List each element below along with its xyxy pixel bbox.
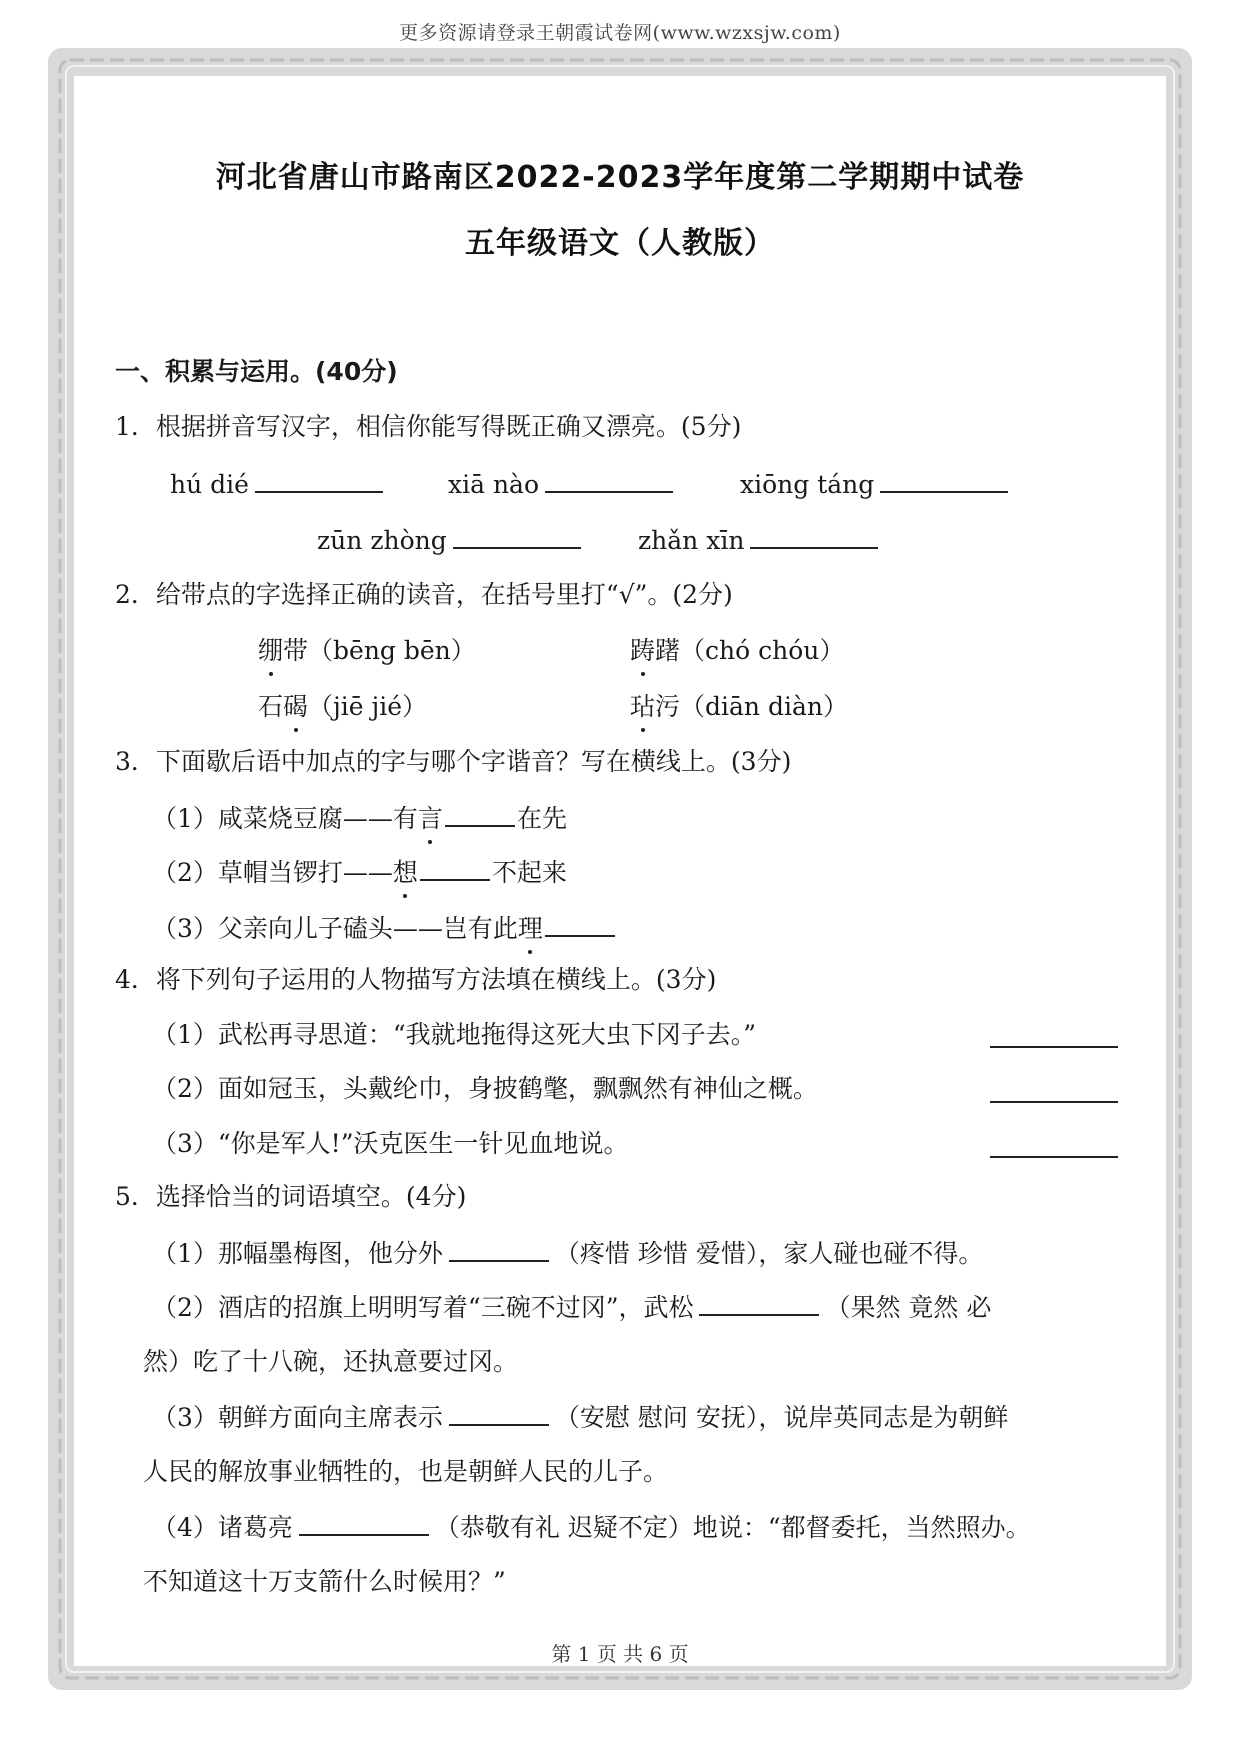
reading-options[interactable]: （chó chóu） — [680, 636, 845, 665]
pinyin-item — [448, 467, 679, 502]
pinyin-text: hú dié — [170, 470, 249, 499]
proverb-line — [152, 801, 567, 836]
fill-text: （恭敬有礼 迟疑不定）地说：“都督委托，当然照办。 — [434, 1513, 1031, 1542]
question-3-stem: 3．下面歇后语中加点的字与哪个字谐音？写在横线上。(3分) — [115, 747, 792, 776]
dotted-char: 言 — [418, 802, 443, 836]
answer-blank[interactable] — [880, 467, 1008, 493]
question-4-stem: 4．将下列句子运用的人物描写方法填在横线上。(3分) — [115, 965, 717, 994]
answer-blank[interactable] — [699, 1290, 819, 1316]
reading-options[interactable]: （diān diàn） — [680, 692, 848, 721]
page-number: 第 1 页 共 6 页 — [551, 1642, 689, 1666]
answer-blank[interactable] — [453, 523, 581, 549]
exam-title: 河北省唐山市路南区2022-2023学年度第二学期期中试卷 — [215, 160, 1025, 195]
proverb-text: 不起来 — [491, 858, 567, 887]
proverb-text: （3）父亲向儿子磕头——岂有此 — [152, 914, 518, 943]
proverb-text: （2）草帽当锣打—— — [152, 858, 393, 887]
reading-choice — [258, 690, 427, 724]
pinyin-text: zhǎn xīn — [638, 526, 745, 555]
char-text: 石 — [258, 692, 284, 721]
fill-line — [152, 1236, 983, 1271]
sentence-line: （2）面如冠玉，头戴纶巾，身披鹤氅，飘飘然有神仙之概。 — [152, 1074, 818, 1103]
char-text: 污 — [655, 692, 681, 721]
exam-subtitle: 五年级语文（人教版） — [465, 226, 775, 261]
fill-line — [152, 1400, 1008, 1435]
fill-line: 然）吃了十八碗，还执意要过冈。 — [143, 1347, 519, 1376]
char-text: 躇 — [655, 636, 681, 665]
answer-blank[interactable] — [545, 911, 615, 937]
answer-blank[interactable] — [545, 467, 673, 493]
reading-choice — [630, 690, 848, 724]
fill-line: 不知道这十万支箭什么时候用？” — [143, 1567, 506, 1596]
char-text: 带 — [283, 636, 309, 665]
dotted-char: 理 — [518, 912, 543, 946]
pinyin-text: xiōng táng — [740, 470, 875, 499]
reading-options[interactable]: （bēng bēn） — [308, 636, 476, 665]
question-2-stem: 2．给带点的字选择正确的读音，在括号里打“√”。(2分) — [115, 580, 733, 609]
dotted-char: 踌 — [630, 634, 655, 668]
sentence-line: （3）“你是军人!”沃克医生一针见血地说。 — [152, 1129, 629, 1158]
answer-blank[interactable] — [445, 801, 515, 827]
proverb-line — [152, 911, 617, 946]
proverb-text: 在先 — [516, 804, 567, 833]
answer-blank[interactable] — [255, 467, 383, 493]
fill-text: （3）朝鲜方面向主席表示 — [152, 1403, 443, 1432]
answer-blank[interactable] — [420, 855, 490, 881]
pinyin-item — [740, 467, 1014, 502]
sentence-line: （1）武松再寻思道：“我就地拖得这死大虫下冈子去。” — [152, 1020, 756, 1049]
dotted-char: 想 — [393, 856, 418, 890]
fill-line — [152, 1510, 1031, 1545]
answer-blank[interactable] — [990, 1046, 1118, 1048]
fill-text: （1）那幅墨梅图，他分外 — [152, 1239, 443, 1268]
answer-blank[interactable] — [990, 1156, 1118, 1158]
pinyin-text: zūn zhòng — [317, 526, 447, 555]
proverb-text: （1）咸菜烧豆腐——有 — [152, 804, 418, 833]
fill-line: 人民的解放事业牺牲的，也是朝鲜人民的儿子。 — [143, 1457, 669, 1486]
pinyin-item — [170, 467, 389, 502]
dotted-char: 绷 — [258, 634, 283, 668]
site-watermark-note: 更多资源请登录王朝霞试卷网(www.wzxsjw.com) — [399, 22, 841, 44]
fill-text: （2）酒店的招旗上明明写着“三碗不过冈”，武松 — [152, 1293, 694, 1322]
answer-blank[interactable] — [990, 1101, 1118, 1103]
fill-text: （安慰 慰问 安抚），说岸英同志是为朝鲜 — [554, 1403, 1009, 1432]
section-heading: 一、积累与运用。(40分) — [115, 357, 398, 386]
dotted-char: 碣 — [283, 690, 308, 724]
question-5-stem: 5．选择恰当的词语填空。(4分) — [115, 1182, 467, 1211]
fill-text: （疼惜 珍惜 爱惜），家人碰也碰不得。 — [554, 1239, 984, 1268]
dotted-char: 玷 — [630, 690, 655, 724]
pinyin-item — [638, 523, 884, 558]
answer-blank[interactable] — [449, 1236, 549, 1262]
pinyin-item — [317, 523, 587, 558]
reading-choice — [258, 634, 476, 668]
question-1-stem: 1．根据拼音写汉字，相信你能写得既正确又漂亮。(5分) — [115, 412, 742, 441]
pinyin-text: xiā nào — [448, 470, 540, 499]
proverb-line — [152, 855, 567, 890]
fill-line — [152, 1290, 991, 1325]
reading-options[interactable]: （jiē jié） — [308, 692, 428, 721]
reading-choice — [630, 634, 844, 668]
fill-text: （4）诸葛亮 — [152, 1513, 293, 1542]
answer-blank[interactable] — [750, 523, 878, 549]
answer-blank[interactable] — [449, 1400, 549, 1426]
fill-text: （果然 竟然 必 — [825, 1293, 992, 1322]
answer-blank[interactable] — [299, 1510, 429, 1536]
